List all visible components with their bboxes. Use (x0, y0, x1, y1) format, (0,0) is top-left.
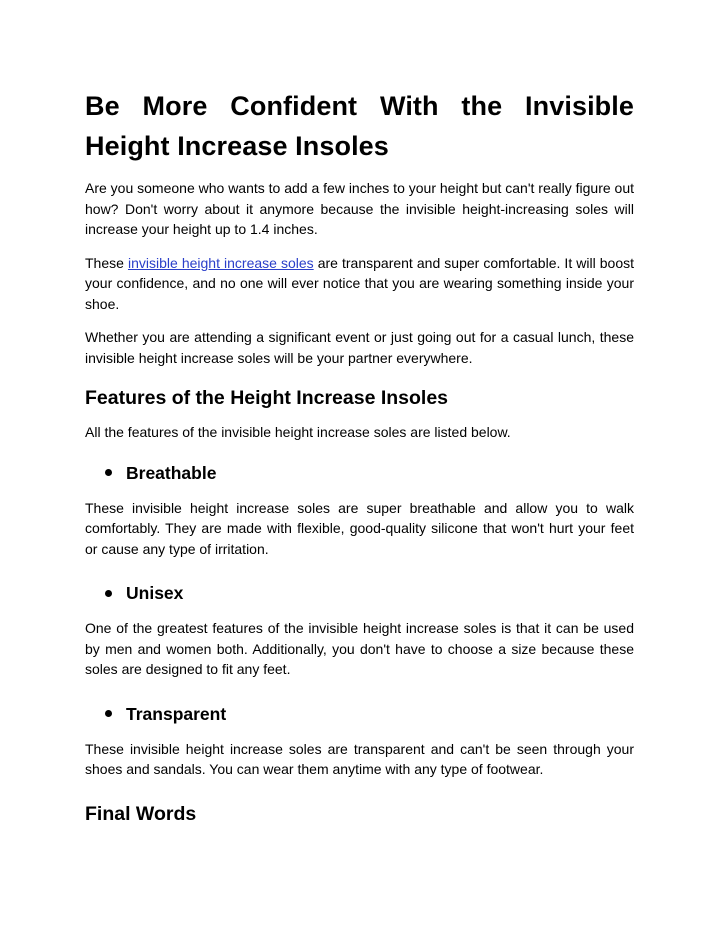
bullet-icon (105, 469, 112, 476)
final-words-heading: Final Words (85, 802, 197, 825)
features-heading: Features of the Height Increase Insoles (85, 387, 449, 409)
intro-paragraph-2-lead: These (85, 254, 128, 271)
page-title: Be More Confident With the Invisible Height Increase Insoles (85, 91, 634, 161)
feature-description-breathable: These invisible height increase soles are super breathable and allow you to walk comfortably. They are made with flexible, good-quality silicone that won't hurt your feet or cause any type of irritation. (85, 499, 634, 557)
feature-bullet-unisex (105, 581, 634, 605)
features-lead: All the features of the invisible height increase soles are listed below. (85, 424, 511, 440)
feature-description-unisex: One of the greatest features of the invisible height increase soles is that it can be used by men and women both. Additionally, you don't have to choose a size because these soles are designed to fit any feet. (85, 620, 634, 677)
bullet-icon (105, 710, 112, 717)
feature-description-transparent: These invisible height increase soles are transparent and can't be seen through your shoes and sandals. You can wear them anytime with any type of footwear. (85, 740, 634, 777)
feature-label: Breathable (126, 462, 217, 483)
feature-bullet-breathable (105, 461, 634, 485)
feature-label: Unisex (126, 583, 184, 603)
intro-paragraph-2-rest: are transparent and super comfortable. It will boost your confidence, and no one will ever notice that you are wearing something inside your shoe. (85, 254, 634, 312)
feature-label: Transparent (126, 703, 227, 724)
intro-paragraph-2 (85, 253, 634, 315)
bullet-icon (105, 590, 112, 597)
insoles-link[interactable]: invisible height increase soles (127, 254, 314, 271)
intro-paragraph-3: Whether you are attending a significant event or just going out for a casual lunch, these invisible height increase soles will be your partner everywhere. (85, 329, 634, 366)
intro-paragraph-1: Are you someone who wants to add a few inches to your height but can't really figure out how? Don't worry about it anymore because the invisible height-increasing soles will increase your height up to 1.4 inches. (85, 180, 634, 237)
feature-bullet-transparent (105, 702, 634, 726)
